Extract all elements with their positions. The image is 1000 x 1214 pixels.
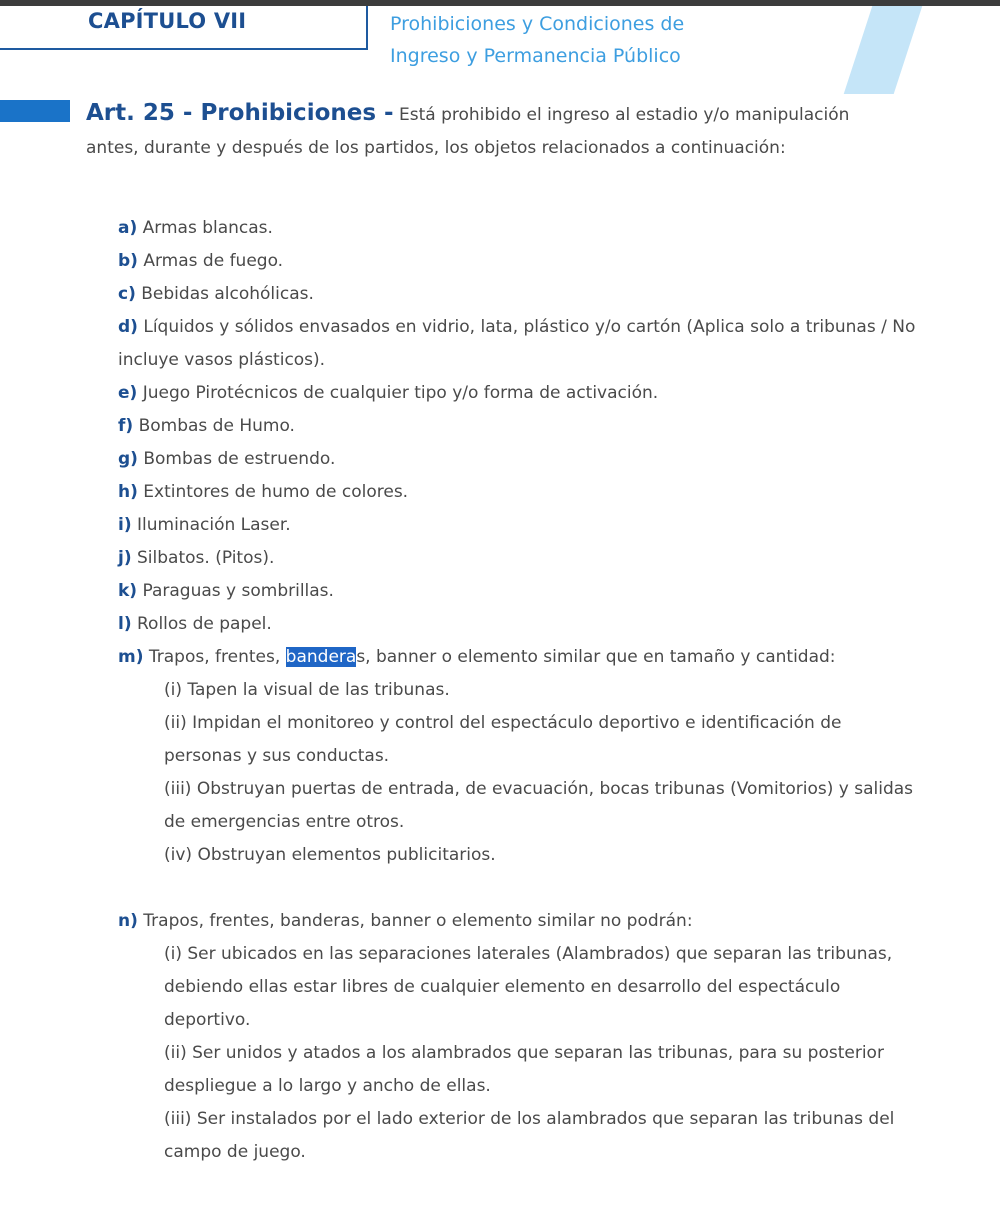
list-item-e xyxy=(118,377,918,410)
list-item-b xyxy=(118,245,918,278)
item-marker: h) xyxy=(118,482,138,502)
list-item-f xyxy=(118,410,918,443)
list-item-k xyxy=(118,575,918,608)
item-text: Líquidos y sólidos envasados en vidrio, lata, plástico y/o cartón (Aplica solo a tribunas / No incluye vasos plásticos). xyxy=(118,317,916,370)
sub-item-m-iii: (iii) Obstruyan puertas de entrada, de evacuación, bocas tribunas (Vomitorios) y salidas de emergencias entre otros. xyxy=(164,779,914,832)
list-item-g xyxy=(118,443,918,476)
item-marker: f) xyxy=(118,416,134,436)
item-text: Armas de fuego. xyxy=(137,251,284,271)
item-text: Juego Pirotécnicos de cualquier tipo y/o forma de activación. xyxy=(137,383,659,403)
item-marker: m) xyxy=(118,647,144,667)
item-text-before: Trapos, frentes, xyxy=(143,647,286,667)
chapter-label: CAPÍTULO VII xyxy=(88,9,247,33)
item-marker: n) xyxy=(118,911,138,931)
item-marker: k) xyxy=(118,581,138,601)
item-marker: b) xyxy=(118,251,138,271)
chapter-subtitle xyxy=(390,8,684,72)
item-text: Rollos de papel. xyxy=(131,614,272,634)
decorative-stripe xyxy=(844,6,923,94)
list-item-h xyxy=(118,476,918,509)
item-marker: g) xyxy=(118,449,138,469)
item-text: Extintores de humo de colores. xyxy=(137,482,409,502)
item-text: Silbatos. (Pitos). xyxy=(131,548,275,568)
list-item-i xyxy=(118,509,918,542)
item-text: Iluminación Laser. xyxy=(131,515,291,535)
item-text: Trapos, frentes, banderas, banner o elemento similar no podrán: xyxy=(137,911,693,931)
item-marker: l) xyxy=(118,614,132,634)
list-item-a xyxy=(118,212,918,245)
item-text: Bebidas alcohólicas. xyxy=(135,284,314,304)
item-text: Armas blancas. xyxy=(137,218,273,238)
item-text: Bombas de estruendo. xyxy=(137,449,336,469)
list-item-l xyxy=(118,608,918,641)
list-item-d xyxy=(118,311,918,377)
sub-item-m-iv: (iv) Obstruyan elementos publicitarios. xyxy=(164,845,496,865)
sub-item-n-i: (i) Ser ubicados en las separaciones laterales (Alambrados) que separan las tribunas, debiendo ellas estar libres de cualquier elemento en desarrollo del espectáculo deportivo. xyxy=(164,944,893,1030)
sub-item-n-ii: (ii) Ser unidos y atados a los alambrados que separan las tribunas, para su posterior despliegue a lo largo y ancho de ellas. xyxy=(164,1043,884,1096)
text-selection-highlight[interactable]: bandera xyxy=(285,647,357,667)
item-marker: e) xyxy=(118,383,138,403)
item-marker: c) xyxy=(118,284,136,304)
item-marker: a) xyxy=(118,218,138,238)
item-text: Bombas de Humo. xyxy=(133,416,295,436)
list-item-m xyxy=(118,641,918,674)
item-marker: i) xyxy=(118,515,132,535)
item-text-after: s, banner o elemento similar que en tamaño y cantidad: xyxy=(356,647,836,667)
item-text: Paraguas y sombrillas. xyxy=(137,581,334,601)
chapter-subtitle-line1: Prohibiciones y Condiciones de xyxy=(390,13,685,35)
item-marker: j) xyxy=(118,548,132,568)
list-item-c xyxy=(118,278,918,311)
article-intro-text: Está prohibido el ingreso al estadio y/o manipulación antes, durante y después de los partidos, los objetos relacionados a continuación: xyxy=(86,105,850,158)
chapter-subtitle-line2: Ingreso y Permanencia Público xyxy=(390,45,681,67)
article-heading: Art. 25 - Prohibiciones - xyxy=(86,100,394,126)
prohibited-items-list xyxy=(118,212,918,1169)
item-marker: d) xyxy=(118,317,138,337)
sub-item-n-iii: (iii) Ser instalados por el lado exterior de los alambrados que separan las tribunas del campo de juego. xyxy=(164,1109,895,1162)
article-accent-bar xyxy=(0,100,70,122)
article-intro xyxy=(86,97,866,165)
sub-item-m-i: (i) Tapen la visual de las tribunas. xyxy=(164,680,450,700)
sub-item-m-ii: (ii) Impidan el monitoreo y control del espectáculo deportivo e identificación de personas y sus conductas. xyxy=(164,713,842,766)
list-item-n xyxy=(118,905,918,938)
list-item-j xyxy=(118,542,918,575)
paragraph-gap xyxy=(118,872,918,905)
